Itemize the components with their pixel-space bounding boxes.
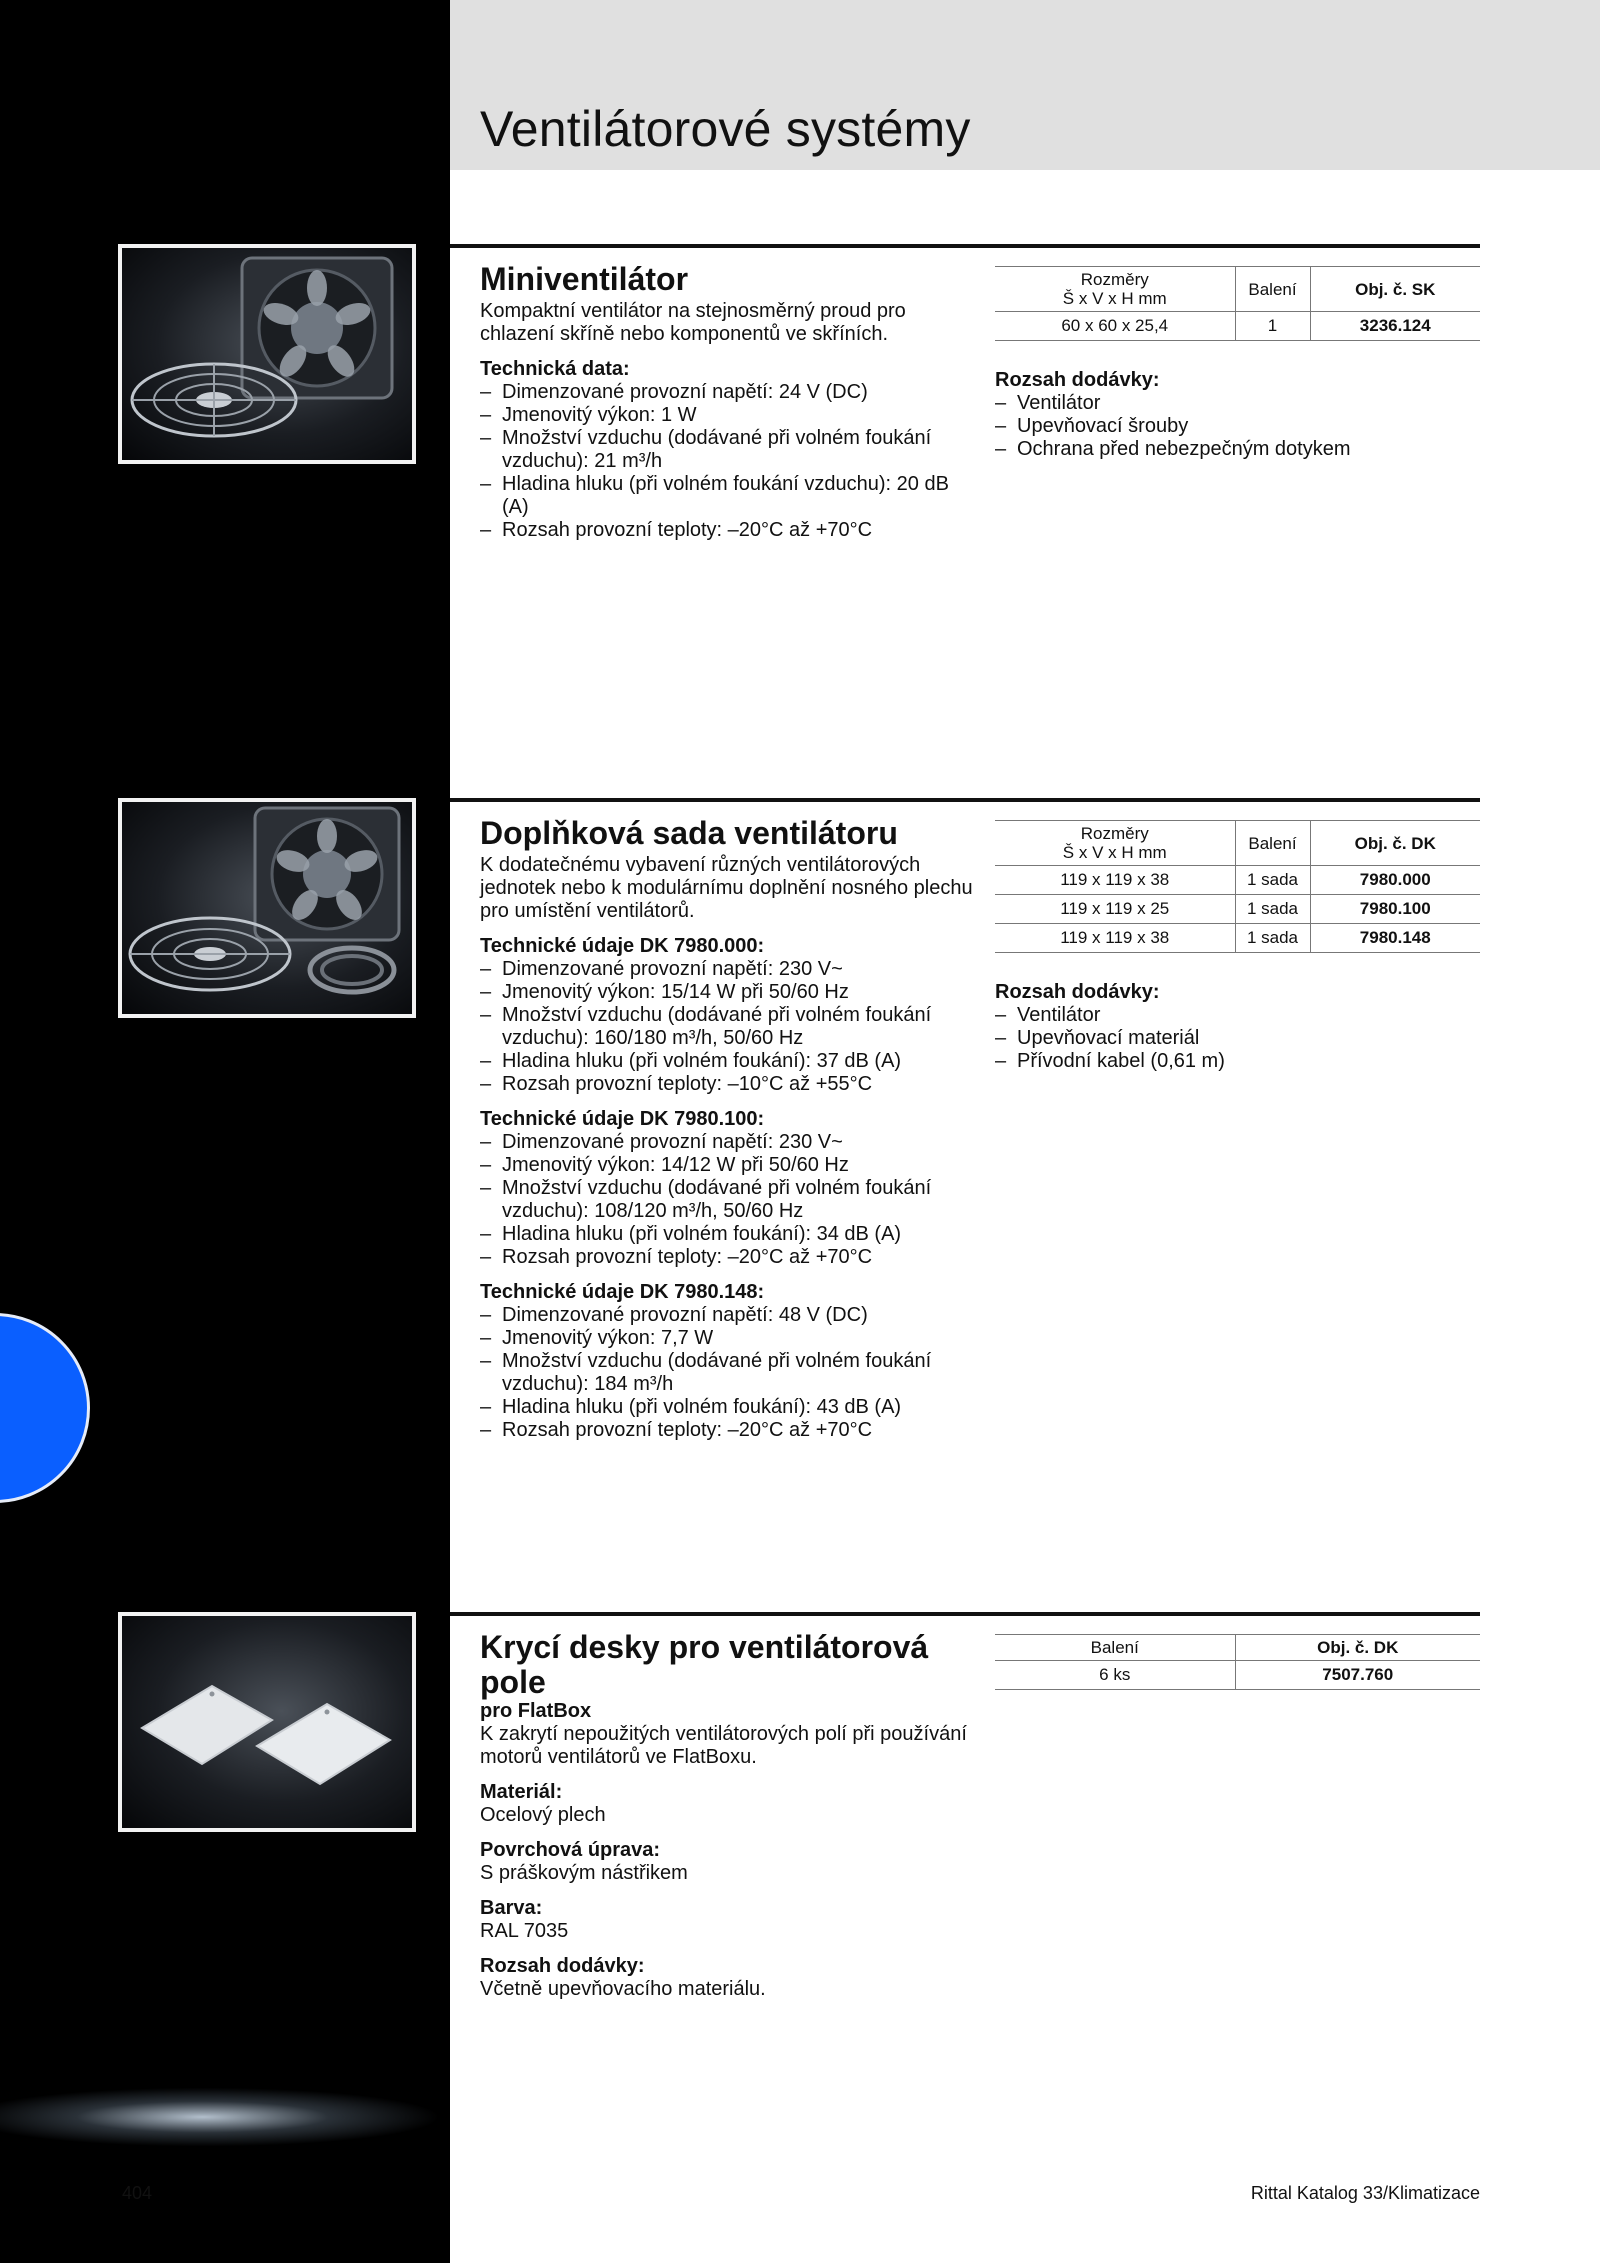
list-item: – Jmenovitý výkon: 15/14 W při 50/60 Hz [480, 981, 980, 1004]
order-table [995, 820, 1480, 953]
field-value-color: RAL 7035 [480, 1920, 569, 1942]
column-header-order-no: Obj. č. DK [1310, 821, 1480, 866]
list-item: – Dimenzované provozní napětí: 24 V (DC) [480, 381, 980, 404]
table-row [995, 1661, 1480, 1690]
list-item: – Rozsah provozní teploty: –20°C až +70°C [480, 1246, 980, 1269]
field-value-scope: Včetně upevňovacího materiálu. [480, 1978, 766, 2000]
list-item: – Rozsah provozní teploty: –10°C až +55°C [480, 1073, 980, 1096]
list-item: – Ochrana před nebezpečným dotykem [995, 438, 1480, 461]
column-header-pack: Balení [1235, 267, 1310, 312]
product-description: K dodatečnému vybavení různých ventilátorových jednotek nebo k modulárnímu doplnění nosného plechu pro umístění ventilátorů. [480, 854, 973, 922]
table-header-row [995, 267, 1480, 312]
scope-heading: Rozsah dodávky: [995, 369, 1160, 391]
list-item: – Množství vzduchu (dodávané při volném foukání vzduchu): 160/180 m³/h, 50/60 Hz [480, 1004, 980, 1050]
field-label-color: Barva: [480, 1897, 543, 1919]
field-value-material: Ocelový plech [480, 1804, 606, 1826]
product-title: Doplňková sada ventilátoru [480, 815, 898, 851]
product-title: Miniventilátor [480, 261, 689, 297]
order-table [995, 1634, 1480, 1690]
product-details [480, 1700, 980, 2001]
table-cell: 1 [1235, 312, 1310, 341]
product-description: K zakrytí nepoužitých ventilátorových polí při používání motorů ventilátorů ve FlatBoxu. [480, 1723, 967, 1768]
table-cell: 1 sada [1235, 866, 1310, 895]
scope-list [995, 392, 1480, 461]
list-item: – Dimenzované provozní napětí: 230 V~ [480, 958, 980, 981]
product-title: Krycí desky pro ventilátorová pole [480, 1629, 929, 1700]
tech-data-list [480, 958, 980, 1096]
field-label-material: Materiál: [480, 1781, 563, 1803]
table-row [995, 866, 1480, 895]
product-subtitle: pro FlatBox [480, 1700, 592, 1722]
table-cell: 7507.760 [1235, 1661, 1480, 1690]
column-header-order-no: Obj. č. DK [1235, 1635, 1480, 1661]
field-label-scope: Rozsah dodávky: [480, 1955, 645, 1977]
header-text: Rozměry [1080, 824, 1149, 843]
product-description: Kompaktní ventilátor na stejnosměrný proud pro chlazení skříně nebo komponentů ve skříních. [480, 300, 906, 345]
table-header-row [995, 821, 1480, 866]
list-item: – Hladina hluku (při volném foukání): 43 dB (A) [480, 1396, 980, 1419]
table-cell: 3236.124 [1310, 312, 1480, 341]
list-item: – Upevňovací šrouby [995, 415, 1480, 438]
product-details [480, 854, 980, 1442]
product-image-mini-fan [118, 244, 416, 464]
list-item: – Hladina hluku (při volném foukání vzduchu): 20 dB (A) [480, 473, 980, 519]
scope-list [995, 1004, 1480, 1073]
list-item: – Množství vzduchu (dodávané při volném foukání vzduchu): 184 m³/h [480, 1350, 980, 1396]
table-cell: 60 x 60 x 25,4 [995, 312, 1235, 341]
list-item: – Množství vzduchu (dodávané při volném foukání vzduchu): 108/120 m³/h, 50/60 Hz [480, 1177, 980, 1223]
scope-heading: Rozsah dodávky: [995, 981, 1160, 1003]
list-item: – Přívodní kabel (0,61 m) [995, 1050, 1480, 1073]
field-label-finish: Povrchová úprava: [480, 1839, 661, 1861]
column-header-dimensions [995, 267, 1235, 312]
tech-data-list [480, 1131, 980, 1269]
product-details [480, 300, 980, 542]
list-item: – Jmenovitý výkon: 7,7 W [480, 1327, 980, 1350]
list-item: – Jmenovitý výkon: 14/12 W při 50/60 Hz [480, 1154, 980, 1177]
table-cell: 6 ks [995, 1661, 1235, 1690]
section-rule [450, 1612, 1480, 1616]
column-header-pack: Balení [995, 1635, 1235, 1661]
catalog-name: Rittal Katalog 33/Klimatizace [1250, 2183, 1480, 2203]
table-cell: 119 x 119 x 25 [995, 895, 1235, 924]
list-item: – Ventilátor [995, 1004, 1480, 1027]
list-item: – Jmenovitý výkon: 1 W [480, 404, 980, 427]
header-text: Rozměry [1080, 270, 1149, 289]
table-cell: 7980.148 [1310, 924, 1480, 953]
list-item: – Dimenzované provozní napětí: 230 V~ [480, 1131, 980, 1154]
tech-data-heading: Technické údaje DK 7980.000: [480, 935, 765, 957]
list-item: – Ventilátor [995, 392, 1480, 415]
order-column [995, 266, 1480, 461]
order-column [995, 820, 1480, 1073]
section-rule [450, 798, 1480, 802]
page-number: 404 [122, 2183, 153, 2203]
column-header-dimensions [995, 821, 1235, 866]
sidebar-light-glow [0, 2040, 450, 2180]
order-table [995, 266, 1480, 341]
table-cell: 119 x 119 x 38 [995, 924, 1235, 953]
tech-data-list [480, 1304, 980, 1442]
page-title: Ventilátorové systémy [480, 101, 971, 157]
product-image-fan-kit [118, 798, 416, 1018]
list-item: – Množství vzduchu (dodávané při volném foukání vzduchu): 21 m³/h [480, 427, 980, 473]
list-item: – Hladina hluku (při volném foukání): 34 dB (A) [480, 1223, 980, 1246]
table-cell: 7980.100 [1310, 895, 1480, 924]
table-row [995, 895, 1480, 924]
section-rule [450, 244, 1480, 248]
list-item: – Upevňovací materiál [995, 1027, 1480, 1050]
column-header-order-no: Obj. č. SK [1310, 267, 1480, 312]
table-row [995, 312, 1480, 341]
tech-data-heading: Technické údaje DK 7980.148: [480, 1281, 765, 1303]
list-item: – Dimenzované provozní napětí: 48 V (DC) [480, 1304, 980, 1327]
table-cell: 1 sada [1235, 924, 1310, 953]
table-cell: 7980.000 [1310, 866, 1480, 895]
order-column [995, 1634, 1480, 1690]
header-text: Š x V x H mm [1062, 843, 1167, 862]
table-row [995, 924, 1480, 953]
tech-data-heading: Technická data: [480, 358, 630, 380]
header-text: Š x V x H mm [1062, 289, 1167, 308]
product-image-cover-plates [118, 1612, 416, 1832]
column-header-pack: Balení [1235, 821, 1310, 866]
table-cell: 1 sada [1235, 895, 1310, 924]
table-cell: 119 x 119 x 38 [995, 866, 1235, 895]
tech-data-list [480, 381, 980, 542]
tech-data-heading: Technické údaje DK 7980.100: [480, 1108, 765, 1130]
list-item: – Rozsah provozní teploty: –20°C až +70°C [480, 1419, 980, 1442]
list-item: – Rozsah provozní teploty: –20°C až +70°C [480, 519, 980, 542]
table-header-row [995, 1635, 1480, 1661]
list-item: – Hladina hluku (při volném foukání): 37 dB (A) [480, 1050, 980, 1073]
field-value-finish: S práškovým nástřikem [480, 1862, 688, 1884]
